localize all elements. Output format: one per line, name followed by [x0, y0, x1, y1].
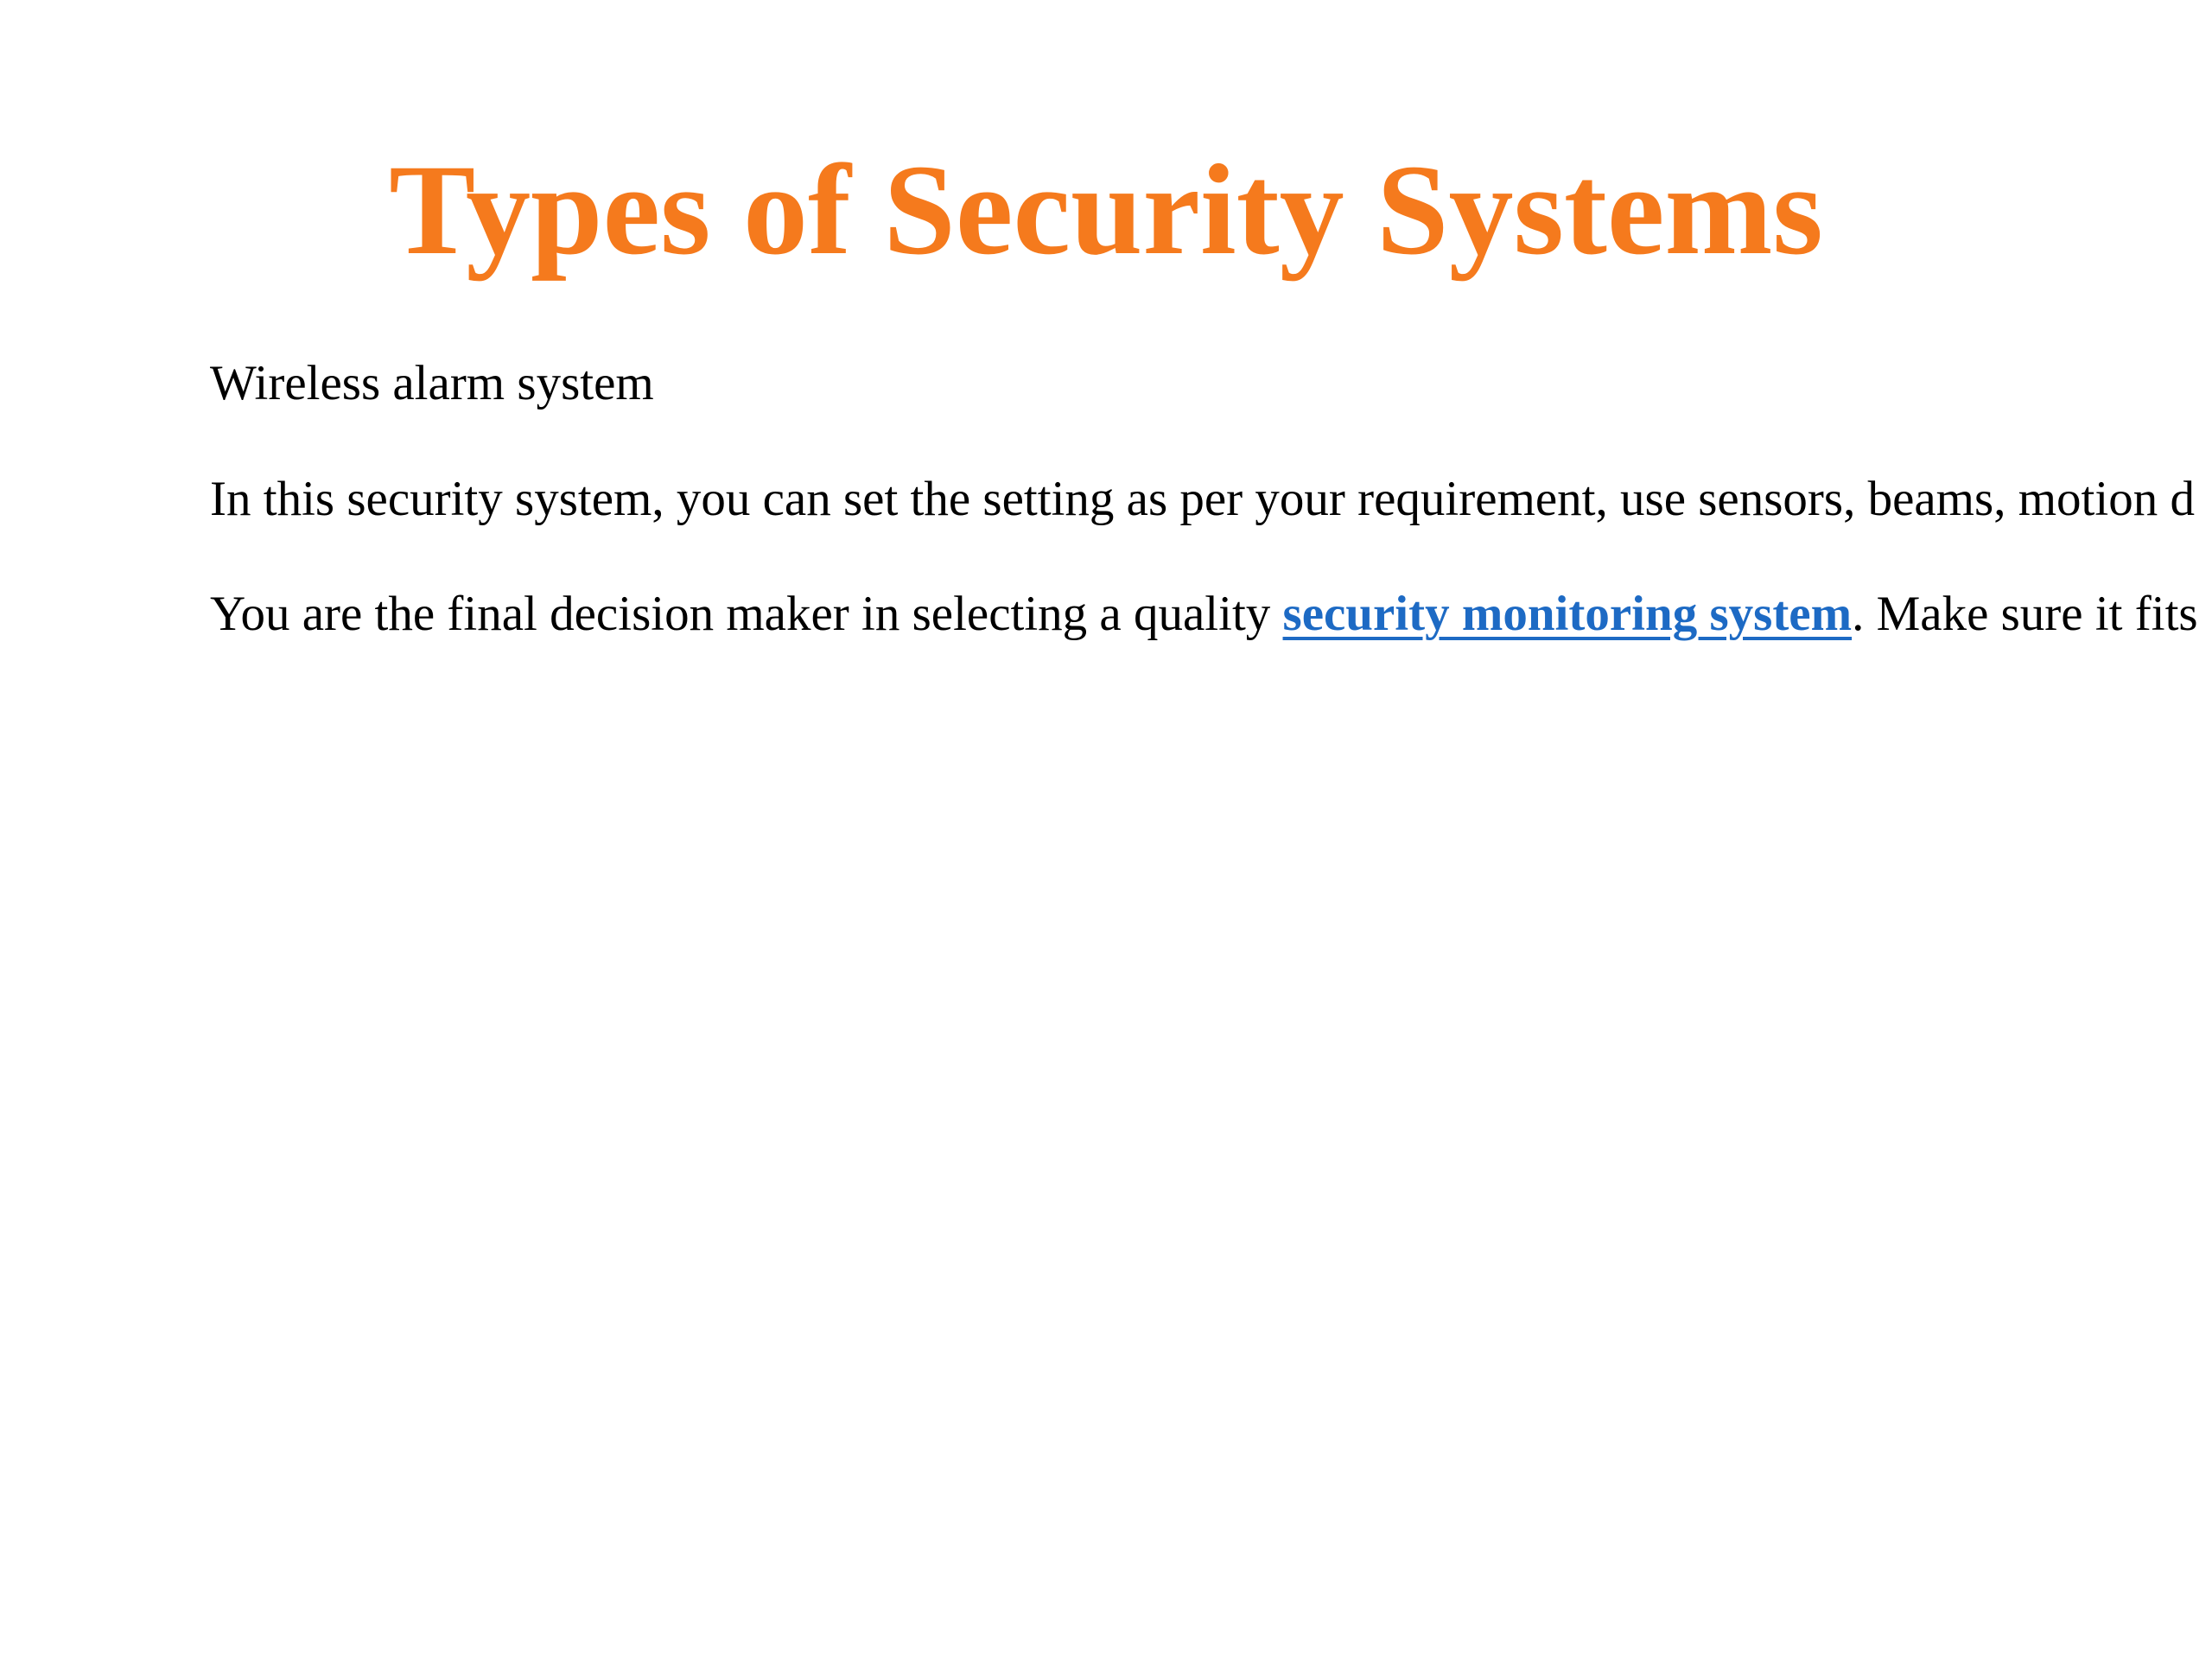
slide-title: Types of Security Systems — [389, 138, 1823, 282]
paragraph-system-settings: In this security system, you can set the setting as per your requirement, use sensors, beams, motion d — [210, 472, 2195, 526]
paragraph-wireless-alarm: Wireless alarm system — [210, 356, 654, 410]
paragraph-decision-maker-tail: . Make sure it fits — [1852, 587, 2198, 641]
paragraph-decision-maker-text: You are the final decision maker in selecting a quality — [210, 587, 1283, 641]
security-monitoring-system-link[interactable]: security monitoring system — [1282, 587, 1853, 641]
paragraph-decision-maker — [210, 585, 2198, 644]
